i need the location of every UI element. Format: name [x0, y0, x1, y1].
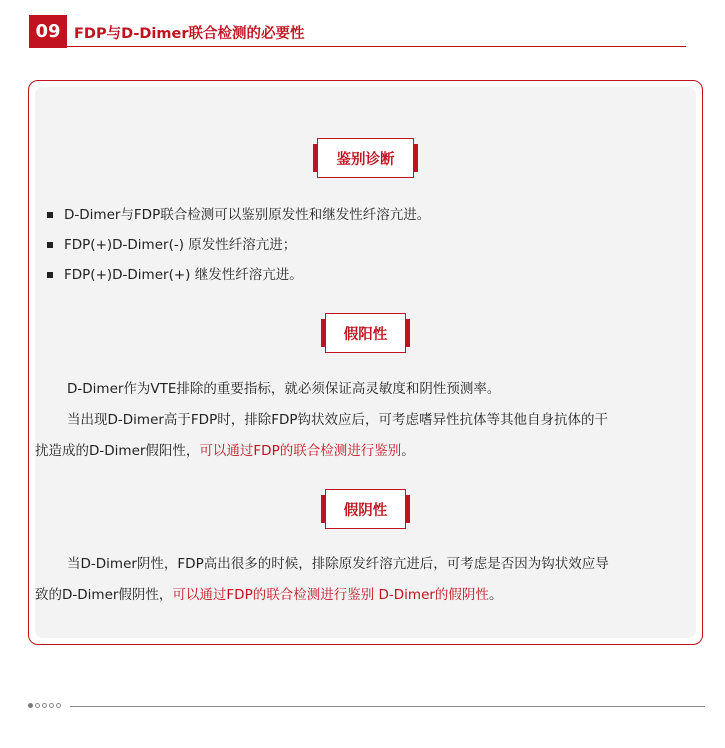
diagnosis-label: 鉴别诊断 — [317, 138, 414, 178]
text-run: 致的D-Dimer假阴性， — [35, 587, 173, 603]
false-negative-paragraph-line-1: 当D-Dimer阴性，FDP高出很多的时候，排除原发纤溶亢进后，可考虑是否因为钩状效应导 — [67, 556, 609, 572]
list-item: FDP(+)D-Dimer(+) 继发性纤溶亢进。 — [46, 263, 430, 293]
false-negative-paragraph-line-2 — [35, 580, 502, 611]
text-run: 。 — [488, 587, 503, 603]
false-positive-paragraph-2-line-2 — [35, 436, 415, 467]
page-dot[interactable] — [49, 703, 54, 708]
false-positive-paragraph-1: D-Dimer作为VTE排除的重要指标，就必须保证高灵敏度和阴性预测率。 — [67, 381, 501, 397]
highlight-text: 可以通过FDP的联合检测进行鉴别 — [199, 443, 402, 459]
diagnosis-list — [46, 203, 430, 293]
highlight-text: 可以通过FDP的联合检测进行鉴别 D-Dimer的假阴性 — [172, 587, 489, 603]
false-positive-paragraph-2-line-1: 当出现D-Dimer高于FDP时，排除FDP钩状效应后，可考虑嗜异性抗体等其他自身抗体的干 — [67, 412, 609, 428]
page-dot[interactable] — [42, 703, 47, 708]
section-header — [29, 14, 686, 48]
list-item: FDP(+)D-Dimer(-) 原发性纤溶亢进； — [46, 233, 430, 263]
false-positive-label: 假阳性 — [325, 313, 406, 353]
page-dot[interactable] — [35, 703, 40, 708]
section-title: FDP与D-Dimer联合检测的必要性 — [74, 26, 305, 42]
header-divider — [67, 46, 686, 47]
list-item: D-Dimer与FDP联合检测可以鉴别原发性和继发性纤溶亢进。 — [46, 203, 430, 233]
text-run: 。 — [401, 443, 415, 459]
pagination-line — [70, 706, 705, 707]
section-number: 09 — [29, 15, 67, 48]
page-dot[interactable] — [56, 703, 61, 708]
pagination — [28, 701, 705, 713]
false-negative-label: 假阴性 — [325, 489, 406, 529]
text-run: 扰造成的D-Dimer假阳性， — [35, 443, 200, 459]
page-dot-active[interactable] — [28, 703, 33, 708]
